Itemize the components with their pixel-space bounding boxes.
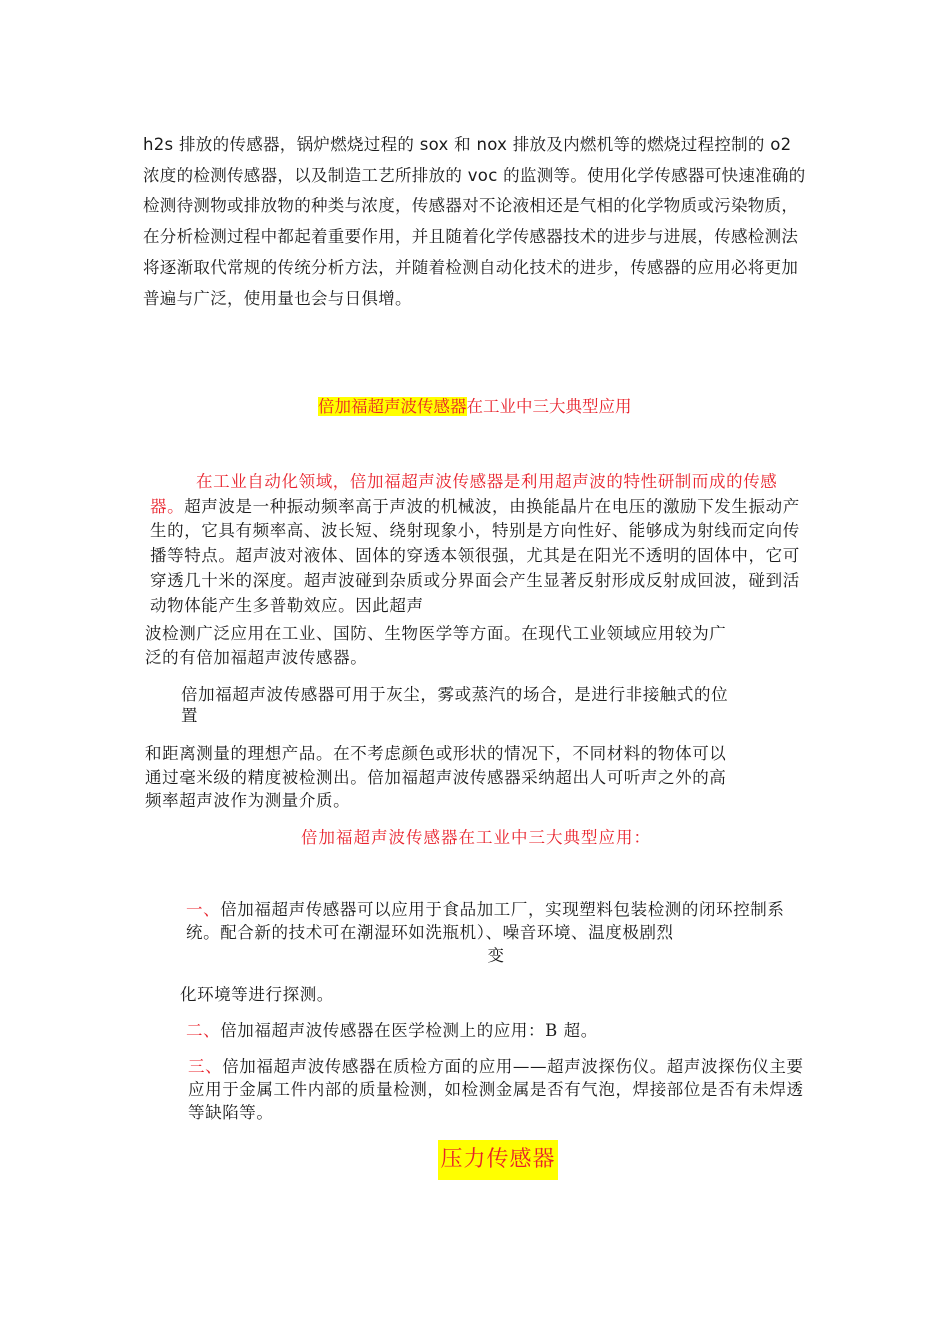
item-text-tail: 变 (487, 946, 505, 965)
list-item-food-processing (186, 898, 806, 967)
heading-rest: 在工业中三大典型应用 (466, 397, 632, 416)
text-line: 波检测广泛应用在工业、国防、生物医学等方面。在现代工业领域应用较为广 (145, 624, 727, 643)
text-line: 频率超声波作为测量介质。 (145, 791, 351, 810)
intro-body-text: 超声波是一种振动频率高于声波的机械波，由换能晶片在电压的激励下发生振动产生的，它具有频率高、波长短、绕射现象小，特别是方向性好、能够成为射线而定向传播等特点。超声波对液体、固体的穿透本领很强，尤其是在阳光不透明的固体中，它可穿透几十米的深度。超声波碰到杂质或分界面会产生显著反射形成反射成回波，碰到活动物体能产生多普勒效应。因此超声 (150, 496, 800, 615)
heading-three-applications: 倍加福超声波传感器在工业中三大典型应用： (301, 828, 651, 847)
heading-pressure-sensor: 压力传感器 (438, 1140, 558, 1180)
item-text: 倍加福超声波传感器在质检方面的应用——超声波探伤仪。超声波探伤仪主要应用于金属工件内部的质量检测，如检测金属是否有气泡，焊接部位是否有未焊透等缺陷等。 (188, 1057, 804, 1122)
text-line: 通过毫米级的精度被检测出。倍加福超声波传感器采纳超出人可听声之外的高 (145, 768, 727, 787)
list-item-medical (186, 1017, 598, 1041)
text-line: 泛的有倍加福超声波传感器。 (145, 648, 368, 667)
paragraph-ultrasonic-intro (150, 470, 810, 618)
heading-highlight: 倍加福超声波传感器 (318, 397, 467, 416)
intro-red-text: 在工业自动化领域，倍加福超声波传感器是利用超声波的特性研制而成的传感器。 (150, 472, 778, 516)
text-line: 化环境等进行探测。 (180, 985, 334, 1004)
item-text: 倍加福超声传感器可以应用于食品加工厂，实现塑料包装检测的闭环控制系统。配合新的技术可在潮湿环如洗瓶机）、噪音环境、温度极剧烈 (186, 900, 785, 942)
item-number: 二、 (186, 1021, 221, 1040)
text-line: 倍加福超声波传感器可用于灰尘，雾或蒸汽的场合，是进行非接触式的位 (181, 685, 729, 704)
paragraph-chemical-sensors: h2s 排放的传感器，锅炉燃烧过程的 sox 和 nox 排放及内燃机等的燃烧过程控制的 o2 浓度的检测传感器，以及制造工艺所排放的 voc 的监测等。使用化学传感器可快速准确的检测待测物或排放物的种类与浓度，传感器对不论液相还是气相的化学物质或污染物质，在分析检测过程中都起着重要作用，并且随着化学传感器技术的进步与进展，传感检测法将逐渐取代常规的传统分析方法，并随着检测自动化技术的进步，传感器的应用必将更加普遍与广泛，使用量也会与日俱增。 (143, 135, 806, 308)
heading-ultrasonic-applications (318, 393, 632, 417)
item-text: 倍加福超声波传感器在医学检测上的应用：B 超。 (220, 1021, 598, 1040)
item-number: 三、 (188, 1057, 223, 1076)
text-line: 和距离测量的理想产品。在不考虑颜色或形状的情况下，不同材料的物体可以 (145, 744, 727, 763)
text-line: 置 (181, 706, 199, 725)
item-number: 一、 (186, 900, 221, 919)
list-item-quality-inspection (188, 1055, 808, 1124)
